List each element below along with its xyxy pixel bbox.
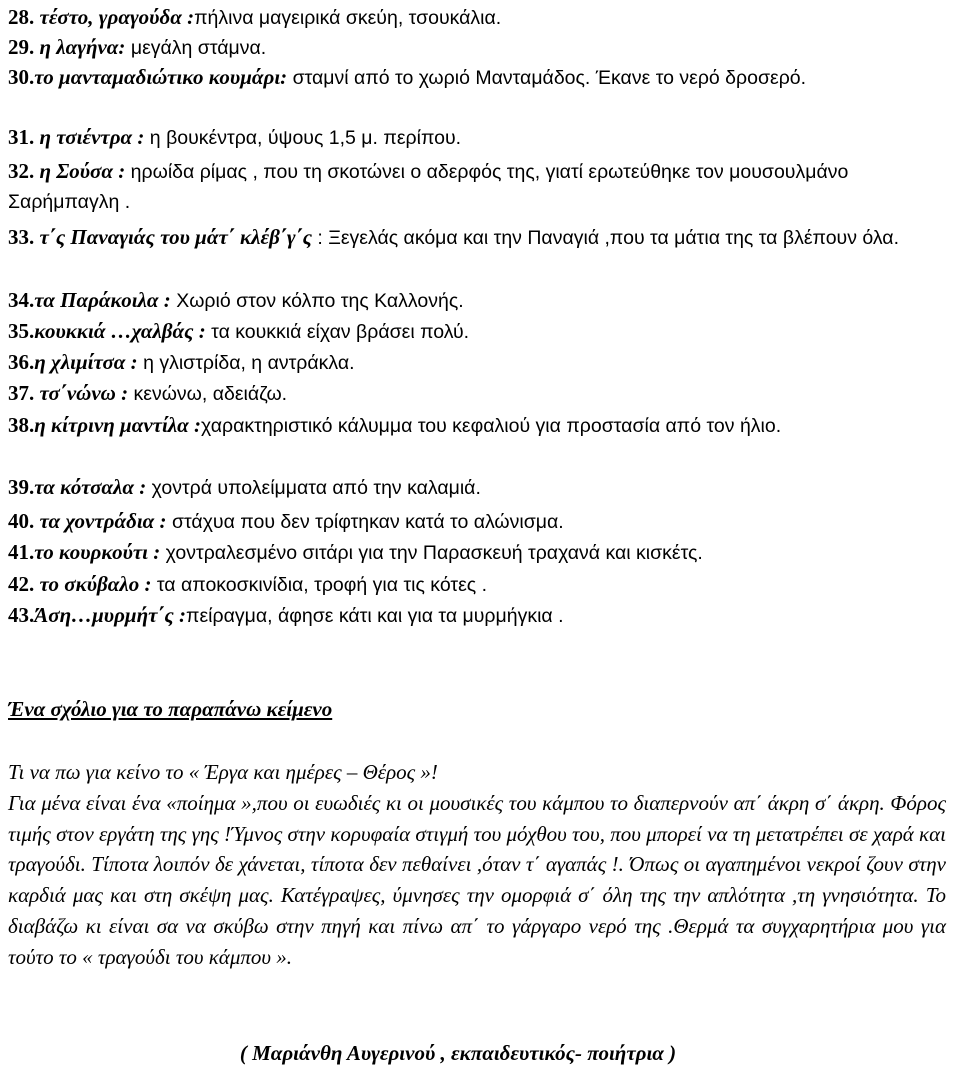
entry-term: Άση…μυρμήτ΄ς : (34, 603, 187, 627)
entry-number: 42. (8, 572, 35, 596)
entry-number: 31. (8, 125, 35, 149)
glossary-entry-42 (8, 569, 953, 600)
glossary-entry-33 (8, 222, 953, 253)
entry-term: το μανταμαδιώτικο κουμάρι: (34, 65, 288, 89)
entry-definition: κενώνω, αδειάζω. (128, 383, 288, 405)
entry-number: 33. (8, 225, 35, 249)
comment-paragraph (8, 757, 946, 973)
entry-definition: τα κουκκιά είχαν βράσει πολύ. (205, 321, 470, 343)
entry-term: η κίτρινη μαντίλα : (34, 413, 202, 437)
entry-definition: Χωριό στον κόλπο της Καλλονής. (170, 290, 464, 312)
glossary-entry-28 (8, 2, 953, 33)
entry-number: 30. (8, 65, 35, 89)
entry-definition: χοντραλεσμένο σιτάρι για την Παρασκευή τραχανά και κισκέτς. (160, 542, 703, 564)
entry-definition: η βουκέντρα, ύψους 1,5 μ. περίπου. (144, 127, 462, 149)
entry-term: τα κότσαλα : (34, 475, 147, 499)
glossary-entry-41 (8, 537, 953, 568)
entry-term: τ΄ς Παναγιάς του μάτ΄ κλέβ΄γ΄ς (34, 225, 312, 249)
glossary-entry-39 (8, 472, 953, 503)
entry-definition: πήλινα μαγειρικά σκεύη, τσουκάλια. (194, 7, 502, 29)
entry-number: 37. (8, 381, 35, 405)
entry-definition: στάχυα που δεν τρίφτηκαν κατά το αλώνισμα. (166, 511, 564, 533)
comment-first-line: Τι να πω για κείνο το « Έργα και ημέρες – Θέρος »! (8, 760, 438, 784)
entry-number: 36. (8, 350, 35, 374)
entry-definition: σταμνί από το χωριό Μανταμάδος. Έκανε το νερό δροσερό. (287, 67, 807, 89)
glossary-entry-38 (8, 410, 953, 441)
glossary-entry-32 (8, 156, 953, 217)
glossary-entry-30 (8, 62, 953, 93)
entry-term: τα χοντράδια : (34, 509, 167, 533)
entry-definition: : Ξεγελάς ακόμα και την Παναγιά ,που τα μάτια της τα βλέπουν όλα. (311, 227, 899, 249)
entry-number: 34. (8, 288, 35, 312)
comment-body: Για μένα είναι ένα «ποίημα »,που οι ευωδιές κι οι μουσικές του κάμπου το διαπερνούν απ΄ άκρη σ΄ άκρη. Φόρος τιμής στον εργάτη της γης !Ύμνος στην κορυφαία στιγμή του μόχθου του, που μπορεί να τη μετατρέπει σε χαρά και τραγούδι. Τίποτα λοιπόν δε χάνεται, τίποτα δεν πεθαίνει ,όταν τ΄ αγαπάς !. Όπως οι αγαπημένοι νεκροί ζουν στην καρδιά μας και στη σκέψη μας. Κατέγραψες, ύμνησες την ομορφιά σ΄ όλη της την απλότητα ,τη γνησιότητα. Το διαβάζω κι είναι σα να σκύβω στην πηγή και πίνω απ΄ το γάργαρο νερό της .Θερμά τα συγχαρητήρια μου για τούτο το « τραγούδι του κάμπου ». (8, 790, 946, 969)
entry-number: 29. (8, 35, 35, 59)
author-signature: ( Μαριάνθη Αυγερινού , εκπαιδευτικός- ποιήτρια ) (239, 1041, 677, 1065)
entry-number: 43. (8, 603, 35, 627)
entry-term: η χλιμίτσα : (34, 350, 138, 374)
glossary-entry-37 (8, 378, 953, 409)
entry-term: το κουρκούτι : (34, 540, 161, 564)
comment-heading: Ένα σχόλιο για το παραπάνω κείμενο (8, 697, 333, 721)
entry-number: 38. (8, 413, 35, 437)
entry-definition: ηρωίδα ρίμας , που τη σκοτώνει ο αδερφός της, γιατί ερωτεύθηκε τον μουσουλμάνο Σαρήμπαγλη . (8, 161, 849, 213)
entry-term: η Σούσα : (34, 159, 126, 183)
entry-term: το σκύβαλο : (34, 572, 152, 596)
entry-number: 39. (8, 475, 35, 499)
glossary-entry-35 (8, 316, 953, 347)
glossary-entry-34 (8, 285, 953, 316)
glossary-entry-29 (8, 32, 953, 63)
entry-definition: τα αποκοσκινίδια, τροφή για τις κότες . (151, 574, 488, 596)
entry-number: 28. (8, 5, 35, 29)
entry-term: τσ΄νώνω : (34, 381, 129, 405)
glossary-entry-43 (8, 600, 953, 631)
entry-definition: μεγάλη στάμνα. (125, 37, 267, 59)
entry-term: η λαγήνα: (34, 35, 126, 59)
entry-term: κουκκιά …χαλβάς : (34, 319, 206, 343)
glossary-entry-36 (8, 347, 953, 378)
entry-number: 41. (8, 540, 35, 564)
entry-definition: χοντρά υπολείμματα από την καλαμιά. (146, 477, 481, 499)
entry-definition: η γλιστρίδα, η αντράκλα. (137, 352, 355, 374)
entry-number: 35. (8, 319, 35, 343)
entry-term: τα Παράκοιλα : (34, 288, 171, 312)
entry-definition: χαρακτηριστικό κάλυμμα του κεφαλιού για προστασία από τον ήλιο. (201, 415, 782, 437)
entry-number: 40. (8, 509, 35, 533)
entry-term: η τσιέντρα : (34, 125, 145, 149)
entry-definition: πείραγμα, άφησε κάτι και για τα μυρμήγκια . (186, 605, 564, 627)
entry-term: τέστο, γραγούδα : (34, 5, 195, 29)
glossary-entry-31 (8, 122, 953, 153)
glossary-entry-40 (8, 506, 953, 537)
entry-number: 32. (8, 159, 35, 183)
